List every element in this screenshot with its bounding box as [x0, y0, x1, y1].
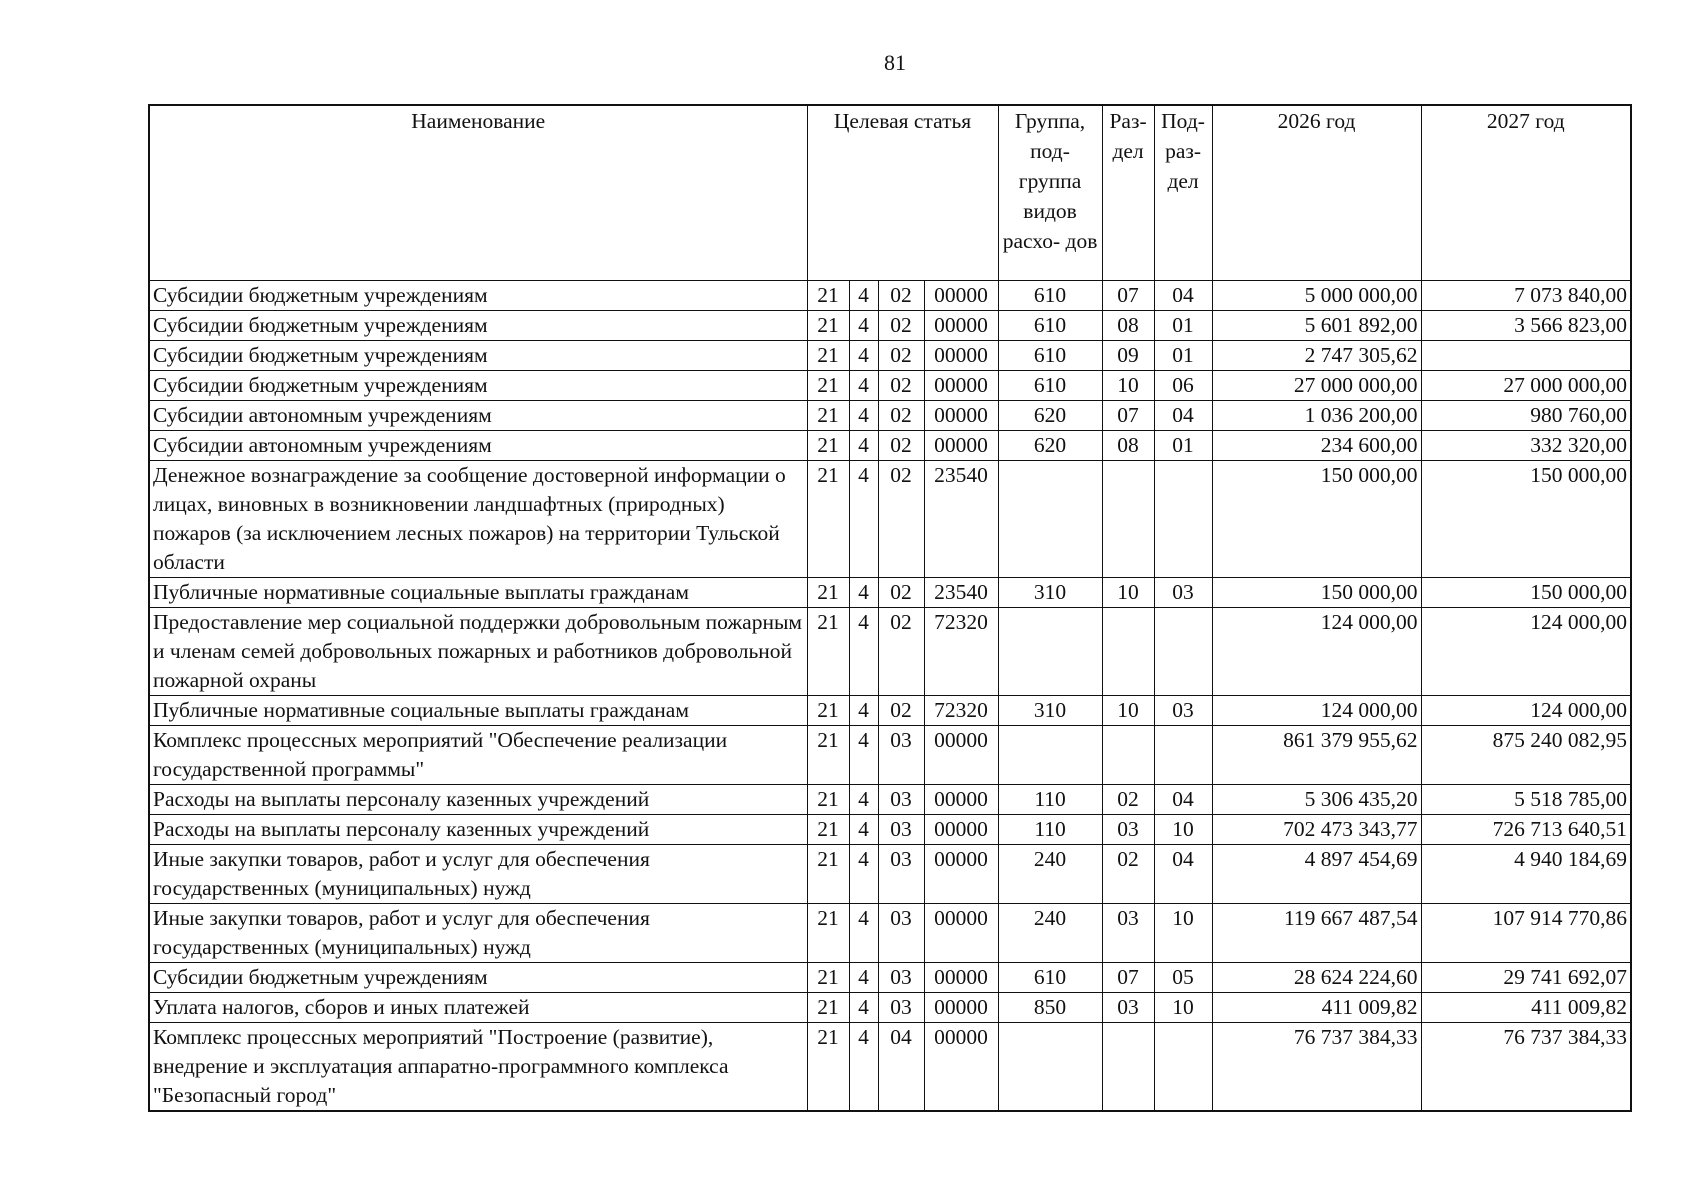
header-group: Группа, под- группа видов расхо- дов [998, 105, 1102, 281]
cell-amount-2026: 702 473 343,77 [1212, 815, 1421, 845]
cell-program: 21 [807, 341, 849, 371]
cell-name: Предоставление мер социальной поддержки добровольным пожарным и членам семей добровольных пожарных и работников добровольной пожарной охраны [149, 608, 807, 696]
budget-table [148, 104, 1632, 1112]
cell-amount-2026: 150 000,00 [1212, 461, 1421, 578]
cell-expense-group: 240 [998, 845, 1102, 904]
cell-amount-2026: 76 737 384,33 [1212, 1023, 1421, 1112]
cell-name: Расходы на выплаты персоналу казенных учреждений [149, 785, 807, 815]
cell-amount-2026: 5 601 892,00 [1212, 311, 1421, 341]
cell-type: 4 [849, 371, 878, 401]
cell-section: 07 [1102, 401, 1154, 431]
cell-direction: 00000 [924, 963, 998, 993]
page-number: 81 [884, 50, 906, 75]
cell-type: 4 [849, 696, 878, 726]
cell-section [1102, 461, 1154, 578]
cell-subsection: 04 [1154, 845, 1212, 904]
cell-expense-group: 610 [998, 341, 1102, 371]
cell-direction: 00000 [924, 1023, 998, 1112]
cell-measure: 02 [878, 431, 924, 461]
cell-amount-2027: 76 737 384,33 [1421, 1023, 1631, 1112]
cell-direction: 00000 [924, 341, 998, 371]
cell-amount-2027: 107 914 770,86 [1421, 904, 1631, 963]
cell-expense-group: 110 [998, 785, 1102, 815]
cell-subsection: 10 [1154, 904, 1212, 963]
cell-section: 09 [1102, 341, 1154, 371]
cell-section: 02 [1102, 845, 1154, 904]
table-row [149, 696, 1631, 726]
cell-subsection: 04 [1154, 785, 1212, 815]
cell-expense-group: 620 [998, 401, 1102, 431]
header-year-2026: 2026 год [1212, 105, 1421, 281]
cell-measure: 02 [878, 608, 924, 696]
cell-direction: 00000 [924, 401, 998, 431]
cell-subsection: 06 [1154, 371, 1212, 401]
cell-measure: 02 [878, 311, 924, 341]
cell-section: 03 [1102, 815, 1154, 845]
cell-amount-2027: 150 000,00 [1421, 461, 1631, 578]
cell-amount-2027: 124 000,00 [1421, 608, 1631, 696]
cell-amount-2026: 5 306 435,20 [1212, 785, 1421, 815]
cell-section: 07 [1102, 963, 1154, 993]
cell-subsection: 01 [1154, 431, 1212, 461]
table-row [149, 815, 1631, 845]
cell-direction: 00000 [924, 815, 998, 845]
cell-subsection: 03 [1154, 578, 1212, 608]
cell-expense-group [998, 461, 1102, 578]
cell-section: 03 [1102, 904, 1154, 963]
cell-expense-group: 610 [998, 963, 1102, 993]
cell-type: 4 [849, 845, 878, 904]
cell-program: 21 [807, 696, 849, 726]
cell-section: 10 [1102, 371, 1154, 401]
cell-expense-group: 610 [998, 311, 1102, 341]
table-row [149, 845, 1631, 904]
cell-direction: 00000 [924, 785, 998, 815]
cell-direction: 00000 [924, 281, 998, 311]
cell-type: 4 [849, 281, 878, 311]
cell-amount-2026: 124 000,00 [1212, 696, 1421, 726]
cell-measure: 02 [878, 371, 924, 401]
cell-direction: 00000 [924, 993, 998, 1023]
cell-amount-2026: 5 000 000,00 [1212, 281, 1421, 311]
cell-expense-group [998, 608, 1102, 696]
cell-expense-group: 850 [998, 993, 1102, 1023]
cell-amount-2026: 150 000,00 [1212, 578, 1421, 608]
cell-program: 21 [807, 578, 849, 608]
cell-measure: 02 [878, 578, 924, 608]
cell-program: 21 [807, 1023, 849, 1112]
cell-subsection: 04 [1154, 401, 1212, 431]
table-row [149, 431, 1631, 461]
cell-type: 4 [849, 785, 878, 815]
cell-direction: 00000 [924, 726, 998, 785]
cell-type: 4 [849, 815, 878, 845]
cell-program: 21 [807, 815, 849, 845]
cell-amount-2026: 119 667 487,54 [1212, 904, 1421, 963]
cell-amount-2026: 234 600,00 [1212, 431, 1421, 461]
cell-type: 4 [849, 431, 878, 461]
cell-measure: 03 [878, 726, 924, 785]
cell-name: Публичные нормативные социальные выплаты гражданам [149, 696, 807, 726]
table-row [149, 341, 1631, 371]
cell-program: 21 [807, 431, 849, 461]
cell-measure: 03 [878, 815, 924, 845]
cell-subsection: 04 [1154, 281, 1212, 311]
table-row [149, 904, 1631, 963]
cell-amount-2027: 5 518 785,00 [1421, 785, 1631, 815]
cell-expense-group [998, 1023, 1102, 1112]
table-row [149, 963, 1631, 993]
cell-measure: 02 [878, 341, 924, 371]
cell-expense-group: 240 [998, 904, 1102, 963]
cell-expense-group: 310 [998, 696, 1102, 726]
cell-section: 08 [1102, 431, 1154, 461]
cell-subsection: 10 [1154, 815, 1212, 845]
cell-program: 21 [807, 904, 849, 963]
cell-subsection: 10 [1154, 993, 1212, 1023]
cell-measure: 03 [878, 993, 924, 1023]
cell-subsection: 05 [1154, 963, 1212, 993]
cell-type: 4 [849, 341, 878, 371]
cell-amount-2027: 332 320,00 [1421, 431, 1631, 461]
cell-expense-group [998, 726, 1102, 785]
cell-program: 21 [807, 371, 849, 401]
cell-name: Публичные нормативные социальные выплаты гражданам [149, 578, 807, 608]
cell-amount-2026: 124 000,00 [1212, 608, 1421, 696]
cell-subsection [1154, 461, 1212, 578]
cell-program: 21 [807, 401, 849, 431]
cell-amount-2027: 27 000 000,00 [1421, 371, 1631, 401]
cell-type: 4 [849, 993, 878, 1023]
cell-name: Субсидии бюджетным учреждениям [149, 311, 807, 341]
cell-name: Субсидии бюджетным учреждениям [149, 371, 807, 401]
cell-program: 21 [807, 461, 849, 578]
cell-amount-2027: 29 741 692,07 [1421, 963, 1631, 993]
cell-amount-2027: 124 000,00 [1421, 696, 1631, 726]
cell-subsection [1154, 726, 1212, 785]
cell-program: 21 [807, 281, 849, 311]
cell-direction: 00000 [924, 845, 998, 904]
cell-direction: 00000 [924, 431, 998, 461]
cell-direction: 72320 [924, 696, 998, 726]
cell-amount-2027: 3 566 823,00 [1421, 311, 1631, 341]
cell-type: 4 [849, 1023, 878, 1112]
table-row [149, 1023, 1631, 1112]
cell-amount-2027: 726 713 640,51 [1421, 815, 1631, 845]
cell-type: 4 [849, 608, 878, 696]
cell-measure: 02 [878, 281, 924, 311]
table-row [149, 311, 1631, 341]
cell-amount-2027: 875 240 082,95 [1421, 726, 1631, 785]
header-row [149, 105, 1631, 281]
cell-program: 21 [807, 963, 849, 993]
cell-program: 21 [807, 311, 849, 341]
cell-subsection: 03 [1154, 696, 1212, 726]
cell-section: 07 [1102, 281, 1154, 311]
table-row [149, 281, 1631, 311]
cell-amount-2026: 28 624 224,60 [1212, 963, 1421, 993]
cell-direction: 23540 [924, 578, 998, 608]
cell-section: 10 [1102, 696, 1154, 726]
cell-measure: 03 [878, 845, 924, 904]
cell-amount-2027 [1421, 341, 1631, 371]
cell-amount-2027: 411 009,82 [1421, 993, 1631, 1023]
cell-measure: 03 [878, 785, 924, 815]
cell-measure: 02 [878, 696, 924, 726]
cell-subsection: 01 [1154, 341, 1212, 371]
header-name: Наименование [149, 105, 807, 281]
cell-section [1102, 608, 1154, 696]
cell-type: 4 [849, 401, 878, 431]
cell-direction: 00000 [924, 311, 998, 341]
cell-direction: 00000 [924, 904, 998, 963]
cell-section: 02 [1102, 785, 1154, 815]
cell-section [1102, 726, 1154, 785]
cell-section: 08 [1102, 311, 1154, 341]
cell-program: 21 [807, 785, 849, 815]
header-year-2027: 2027 год [1421, 105, 1631, 281]
cell-amount-2026: 27 000 000,00 [1212, 371, 1421, 401]
header-subsection: Под- раз- дел [1154, 105, 1212, 281]
cell-section: 10 [1102, 578, 1154, 608]
cell-name: Иные закупки товаров, работ и услуг для обеспечения государственных (муниципальных) нужд [149, 845, 807, 904]
cell-name: Иные закупки товаров, работ и услуг для обеспечения государственных (муниципальных) нужд [149, 904, 807, 963]
cell-name: Комплекс процессных мероприятий "Обеспечение реализации государственной программы" [149, 726, 807, 785]
cell-name: Денежное вознаграждение за сообщение достоверной информации о лицах, виновных в возникновении ландшафтных (природных) пожаров (за исключением лесных пожаров) на территории Тульской области [149, 461, 807, 578]
header-section: Раз- дел [1102, 105, 1154, 281]
cell-measure: 04 [878, 1023, 924, 1112]
cell-name: Субсидии бюджетным учреждениям [149, 341, 807, 371]
cell-measure: 03 [878, 963, 924, 993]
cell-direction: 72320 [924, 608, 998, 696]
cell-measure: 02 [878, 461, 924, 578]
cell-expense-group: 620 [998, 431, 1102, 461]
cell-amount-2027: 980 760,00 [1421, 401, 1631, 431]
cell-program: 21 [807, 845, 849, 904]
table-row [149, 726, 1631, 785]
table-row [149, 608, 1631, 696]
table-row [149, 401, 1631, 431]
cell-measure: 03 [878, 904, 924, 963]
cell-type: 4 [849, 963, 878, 993]
cell-amount-2027: 150 000,00 [1421, 578, 1631, 608]
cell-expense-group: 610 [998, 281, 1102, 311]
cell-name: Субсидии автономным учреждениям [149, 401, 807, 431]
cell-name: Субсидии бюджетным учреждениям [149, 963, 807, 993]
cell-amount-2027: 4 940 184,69 [1421, 845, 1631, 904]
table-row [149, 371, 1631, 401]
cell-amount-2026: 1 036 200,00 [1212, 401, 1421, 431]
cell-direction: 00000 [924, 371, 998, 401]
cell-name: Субсидии автономным учреждениям [149, 431, 807, 461]
cell-type: 4 [849, 578, 878, 608]
cell-name: Расходы на выплаты персоналу казенных учреждений [149, 815, 807, 845]
cell-type: 4 [849, 904, 878, 963]
cell-amount-2027: 7 073 840,00 [1421, 281, 1631, 311]
cell-expense-group: 610 [998, 371, 1102, 401]
cell-type: 4 [849, 726, 878, 785]
cell-amount-2026: 411 009,82 [1212, 993, 1421, 1023]
cell-section: 03 [1102, 993, 1154, 1023]
cell-amount-2026: 2 747 305,62 [1212, 341, 1421, 371]
table-row [149, 993, 1631, 1023]
header-target-article: Целевая статья [807, 105, 998, 281]
cell-subsection [1154, 1023, 1212, 1112]
cell-section [1102, 1023, 1154, 1112]
cell-type: 4 [849, 461, 878, 578]
cell-type: 4 [849, 311, 878, 341]
cell-amount-2026: 861 379 955,62 [1212, 726, 1421, 785]
cell-expense-group: 110 [998, 815, 1102, 845]
cell-name: Комплекс процессных мероприятий "Построение (развитие), внедрение и эксплуатация аппаратно-программного комплекса "Безопасный город" [149, 1023, 807, 1112]
cell-subsection [1154, 608, 1212, 696]
cell-direction: 23540 [924, 461, 998, 578]
table-row [149, 461, 1631, 578]
cell-name: Уплата налогов, сборов и иных платежей [149, 993, 807, 1023]
cell-amount-2026: 4 897 454,69 [1212, 845, 1421, 904]
table-row [149, 785, 1631, 815]
table-row [149, 578, 1631, 608]
cell-program: 21 [807, 726, 849, 785]
cell-program: 21 [807, 993, 849, 1023]
cell-measure: 02 [878, 401, 924, 431]
cell-subsection: 01 [1154, 311, 1212, 341]
cell-expense-group: 310 [998, 578, 1102, 608]
cell-program: 21 [807, 608, 849, 696]
table-body [149, 281, 1631, 1112]
cell-name: Субсидии бюджетным учреждениям [149, 281, 807, 311]
